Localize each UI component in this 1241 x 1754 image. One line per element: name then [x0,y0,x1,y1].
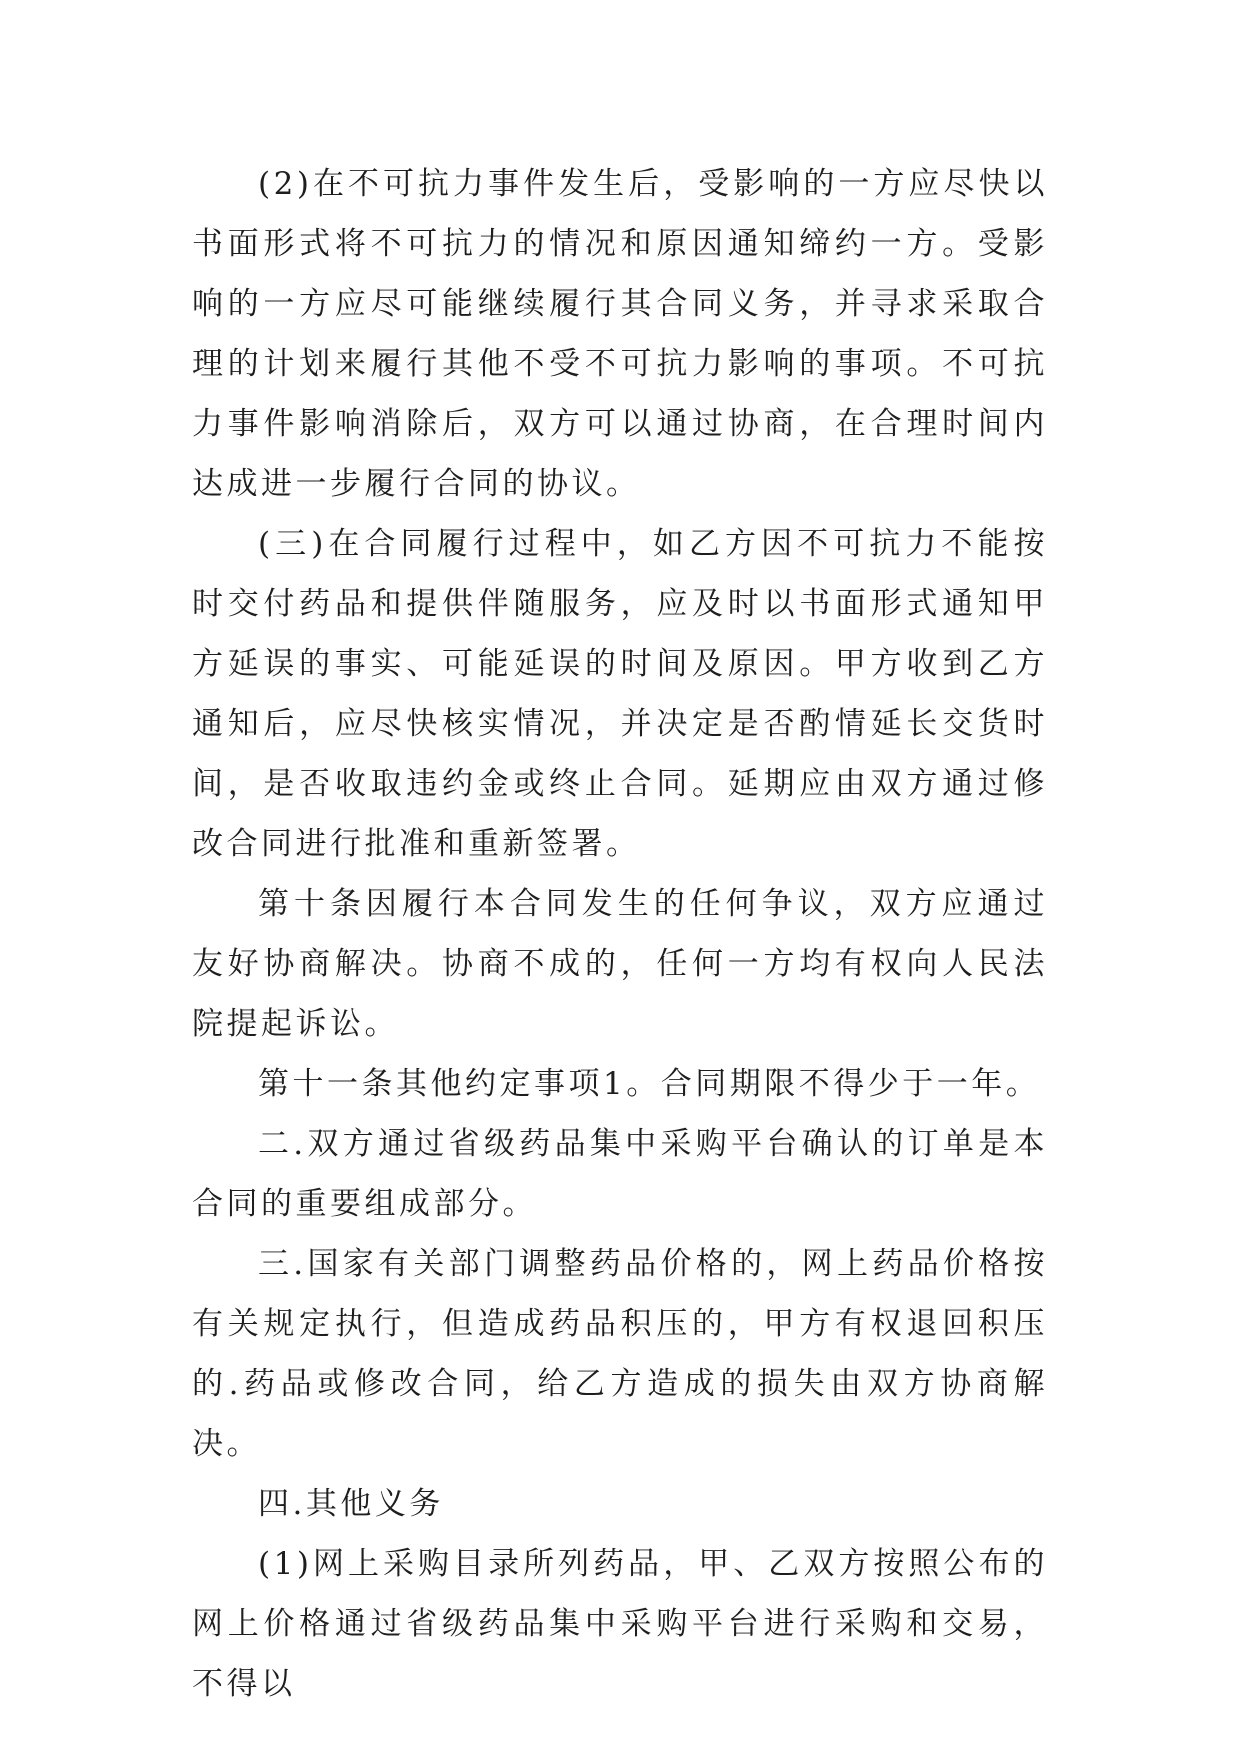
paragraph-article-11-term: 第十一条其他约定事项1。合同期限不得少于一年。 [258,1066,1041,1102]
paragraph-item-4-1-procurement: (1)网上采购目录所列药品，甲、乙双方按照公布的网上价格通过省级药品集中采购平台进行采购和交易，不得以 [192,1546,1048,1702]
paragraph-item-4-heading: 四.其他义务 [258,1486,444,1522]
paragraph-item-2-orders: 二.双方通过省级药品集中采购平台确认的订单是本合同的重要组成部分。 [192,1126,1048,1222]
document-body [192,154,1048,1714]
paragraph-item-3-pricing: 三.国家有关部门调整药品价格的，网上药品价格按有关规定执行，但造成药品积压的，甲方有权退回积压的.药品或修改合同，给乙方造成的损失由双方协商解决。 [192,1246,1048,1462]
paragraph-article-10-disputes: 第十条因履行本合同发生的任何争议，双方应通过友好协商解决。协商不成的，任何一方均有权向人民法院提起诉讼。 [192,886,1048,1042]
paragraph-delivery-delay: (三)在合同履行过程中，如乙方因不可抗力不能按时交付药品和提供伴随服务，应及时以书面形式通知甲方延误的事实、可能延误的时间及原因。甲方收到乙方通知后，应尽快核实情况，并决定是否酌情延长交货时间，是否收取违约金或终止合同。延期应由双方通过修改合同进行批准和重新签署。 [192,526,1048,862]
paragraph-force-majeure-notice: (2)在不可抗力事件发生后，受影响的一方应尽快以书面形式将不可抗力的情况和原因通知缔约一方。受影响的一方应尽可能继续履行其合同义务，并寻求采取合理的计划来履行其他不受不可抗力影响的事项。不可抗力事件影响消除后，双方可以通过协商，在合理时间内达成进一步履行合同的协议。 [192,166,1048,502]
